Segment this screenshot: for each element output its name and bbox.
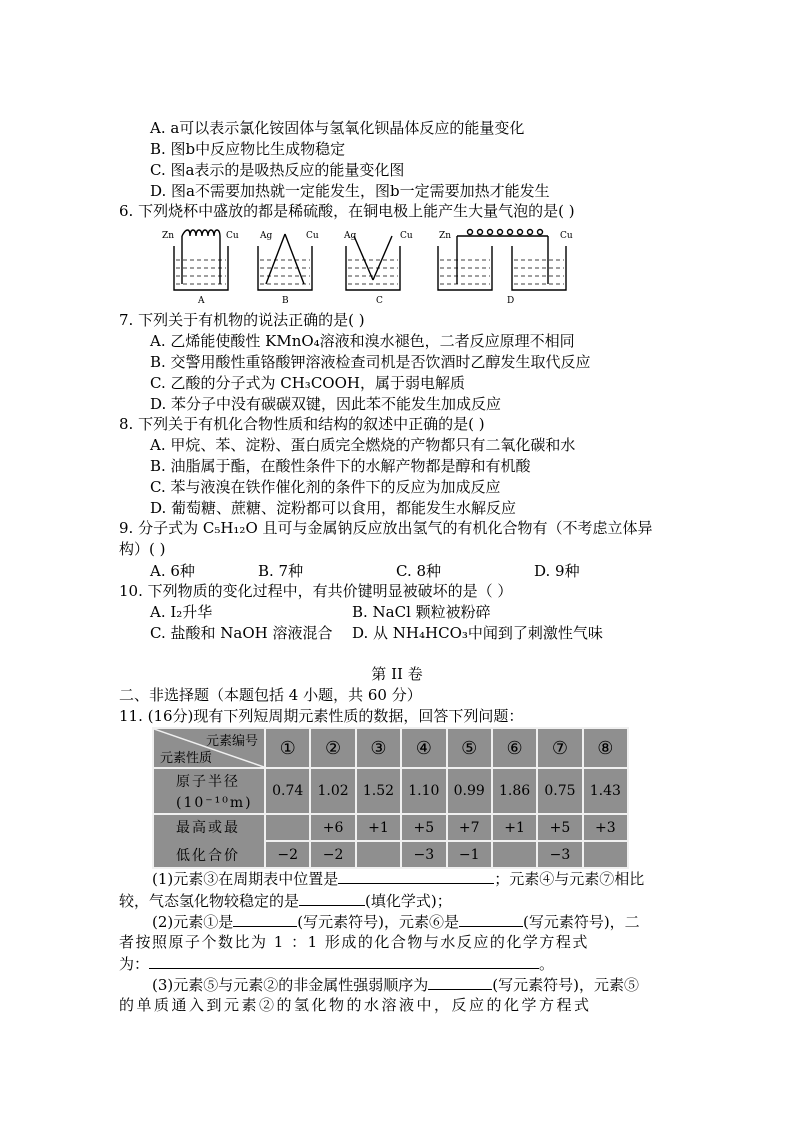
max-valence-cell: +1 bbox=[492, 814, 537, 841]
cell-b-right-label: Cu bbox=[306, 231, 319, 241]
max-valence-cell: +1 bbox=[356, 814, 401, 841]
radius-value-cell: 0.75 bbox=[537, 768, 582, 814]
valence-label-line2: 低化合价 bbox=[176, 848, 240, 864]
radius-value-cell: 1.52 bbox=[356, 768, 401, 814]
min-valence-cell bbox=[492, 841, 537, 868]
q9-option-d: D. 9种 bbox=[534, 562, 580, 580]
radius-label-line2: (10⁻¹⁰m) bbox=[176, 795, 253, 811]
q5-option-b: B. 图b中反应物比生成物稳定 bbox=[150, 140, 346, 158]
q7-stem: 7. 下列关于有机物的说法正确的是( ) bbox=[119, 311, 365, 329]
q11-part1-text-d: (填化学式)； bbox=[365, 892, 452, 910]
q10-option-b: B. NaCl 颗粒被粉碎 bbox=[352, 603, 491, 621]
q11-part1-line1 bbox=[152, 868, 644, 889]
q11-part2-text-e: 。 bbox=[539, 955, 555, 973]
q10-option-c: C. 盐酸和 NaOH 溶液混合 bbox=[150, 624, 333, 642]
min-valence-cell: −2 bbox=[265, 841, 310, 868]
q11-part2-line1 bbox=[152, 911, 640, 932]
cell-c-left-label: Ag bbox=[344, 231, 357, 241]
table-header-row bbox=[153, 728, 628, 768]
element-number-cell: ⑧ bbox=[583, 728, 628, 768]
q7-option-c: C. 乙酸的分子式为 CH₃COOH，属于弱电解质 bbox=[150, 374, 465, 392]
q11-part1-line2 bbox=[119, 890, 452, 911]
radius-label-line1: 原子半径 bbox=[176, 774, 240, 790]
q6-figure-electrolytic-cells bbox=[160, 224, 580, 308]
cell-b-left-label: Ag bbox=[260, 231, 273, 241]
radius-value-cell: 0.99 bbox=[447, 768, 492, 814]
q10-stem: 10. 下列物质的变化过程中，有共价键明显被破坏的是（ ） bbox=[119, 582, 513, 600]
q7-option-a: A. 乙烯能使酸性 KMnO₄溶液和溴水褪色，二者反应原理不相同 bbox=[150, 332, 575, 350]
header-element-property: 元素性质 bbox=[160, 751, 213, 766]
radius-label-cell bbox=[153, 768, 265, 814]
max-valence-cell: +6 bbox=[310, 814, 355, 841]
max-valence-cell: +7 bbox=[447, 814, 492, 841]
min-valence-cell: −2 bbox=[310, 841, 355, 868]
min-valence-cell: −3 bbox=[401, 841, 446, 868]
valence-label-cell bbox=[153, 814, 265, 868]
cell-d-right-label: Cu bbox=[560, 231, 573, 241]
q5-option-a: A. a可以表示氯化铵固体与氢氧化钡晶体反应的能量变化 bbox=[150, 119, 525, 137]
max-valence-cell: +5 bbox=[537, 814, 582, 841]
radius-value-cell: 1.43 bbox=[583, 768, 628, 814]
q11-part3-text-a: (3)元素⑤与元素②的非金属性强弱顺序为 bbox=[152, 976, 429, 994]
caption-b: B bbox=[282, 296, 289, 306]
q11-part2-text-a: (2)元素①是 bbox=[152, 913, 234, 931]
q10-option-a: A. I₂升华 bbox=[150, 603, 213, 621]
q11-part1-text-b: ；元素④与元素⑦相比 bbox=[494, 870, 645, 888]
q11-stem: 11. (16分)现有下列短周期元素性质的数据，回答下列问题： bbox=[119, 707, 524, 725]
radius-value-cell: 1.86 bbox=[492, 768, 537, 814]
min-valence-cell: −3 bbox=[537, 841, 582, 868]
caption-c: C bbox=[376, 296, 383, 306]
table-row-radius bbox=[153, 768, 628, 814]
min-valence-cell bbox=[356, 841, 401, 868]
q9-option-b: B. 7种 bbox=[258, 562, 304, 580]
q8-option-a: A. 甲烷、苯、淀粉、蛋白质完全燃烧的产物都只有二氧化碳和水 bbox=[150, 436, 576, 454]
element-number-cell: ⑦ bbox=[537, 728, 582, 768]
part2-title: 第 II 卷 bbox=[371, 665, 423, 683]
q8-option-d: D. 葡萄糖、蔗糖、淀粉都可以食用，都能发生水解反应 bbox=[150, 499, 517, 517]
cell-d-left-label: Zn bbox=[439, 231, 452, 241]
caption-a: A bbox=[198, 296, 205, 306]
table-header-corner bbox=[153, 728, 265, 768]
answer-blank[interactable] bbox=[149, 953, 539, 969]
cell-a-left-label: Zn bbox=[162, 231, 175, 241]
min-valence-cell: −1 bbox=[447, 841, 492, 868]
element-number-cell: ② bbox=[310, 728, 355, 768]
table-row-max-valence bbox=[153, 814, 628, 841]
radius-value-cell: 0.74 bbox=[265, 768, 310, 814]
q11-part3-text-b: (写元素符号)，元素⑤ bbox=[492, 976, 639, 994]
q11-part3-line2: 的单质通入到元素②的氢化物的水溶液中，反应的化学方程式 bbox=[119, 996, 592, 1014]
radius-value-cell: 1.02 bbox=[310, 768, 355, 814]
radius-value-cell: 1.10 bbox=[401, 768, 446, 814]
q5-option-d: D. 图a不需要加热就一定能发生，图b一定需要加热才能发生 bbox=[150, 182, 550, 200]
q11-part1-text-c: 较，气态氢化物较稳定的是 bbox=[119, 892, 300, 910]
q11-part2-line2: 者按照原子个数比为 1 ：1 形成的化合物与水反应的化学方程式 bbox=[119, 933, 589, 951]
q11-part2-line3 bbox=[119, 953, 554, 974]
max-valence-cell bbox=[265, 814, 310, 841]
caption-d: D bbox=[507, 296, 515, 306]
q11-part2-text-d: 为： bbox=[119, 955, 150, 973]
q10-option-d: D. 从 NH₄HCO₃中闻到了刺激性气味 bbox=[352, 624, 603, 642]
answer-blank[interactable] bbox=[233, 911, 297, 927]
q7-option-b: B. 交警用酸性重铬酸钾溶液检查司机是否饮酒时乙醇发生取代反应 bbox=[150, 353, 591, 371]
element-number-cell: ④ bbox=[401, 728, 446, 768]
element-number-cell: ⑤ bbox=[447, 728, 492, 768]
q9-option-a: A. 6种 bbox=[150, 562, 195, 580]
q8-option-b: B. 油脂属于酯，在酸性条件下的水解产物都是醇和有机酸 bbox=[150, 457, 531, 475]
max-valence-cell: +5 bbox=[401, 814, 446, 841]
element-number-cell: ① bbox=[265, 728, 310, 768]
header-element-number: 元素编号 bbox=[205, 734, 258, 749]
answer-blank[interactable] bbox=[459, 911, 523, 927]
cell-c-right-label: Cu bbox=[400, 231, 413, 241]
min-valence-cell bbox=[583, 841, 628, 868]
q7-option-d: D. 苯分子中没有碳碳双键，因此苯不能发生加成反应 bbox=[150, 395, 502, 413]
valence-label-line1: 最高或最 bbox=[176, 820, 240, 836]
q6-stem: 6. 下列烧杯中盛放的都是稀硫酸，在铜电极上能产生大量气泡的是( ) bbox=[119, 202, 575, 220]
answer-blank[interactable] bbox=[338, 868, 494, 884]
answer-blank[interactable] bbox=[428, 974, 492, 990]
max-valence-cell: +3 bbox=[583, 814, 628, 841]
q5-option-c: C. 图a表示的是吸热反应的能量变化图 bbox=[150, 161, 405, 179]
q9-stem-line2: 构）( ) bbox=[119, 540, 166, 558]
element-number-cell: ③ bbox=[356, 728, 401, 768]
answer-blank[interactable] bbox=[299, 890, 365, 906]
q9-option-c: C. 8种 bbox=[396, 562, 442, 580]
q9-stem-line1: 9. 分子式为 C₅H₁₂O 且可与金属钠反应放出氢气的有机化合物有（不考虑立体异 bbox=[119, 519, 653, 537]
q8-option-c: C. 苯与液溴在铁作催化剂的条件下的反应为加成反应 bbox=[150, 478, 501, 496]
q8-stem: 8. 下列关于有机化合物性质和结构的叙述中正确的是( ) bbox=[119, 415, 485, 433]
element-number-cell: ⑥ bbox=[492, 728, 537, 768]
q11-part1-text-a: (1)元素③在周期表中位置是 bbox=[152, 870, 339, 888]
q11-part3-line1 bbox=[152, 974, 639, 995]
q11-part2-text-c: (写元素符号)，二 bbox=[522, 913, 640, 931]
element-properties-table bbox=[152, 727, 629, 869]
cell-a-right-label: Cu bbox=[226, 231, 239, 241]
q11-part2-text-b: (写元素符号)，元素⑥是 bbox=[297, 913, 459, 931]
part2-heading: 二、非选择题（本题包括 4 小题，共 60 分） bbox=[119, 686, 422, 704]
